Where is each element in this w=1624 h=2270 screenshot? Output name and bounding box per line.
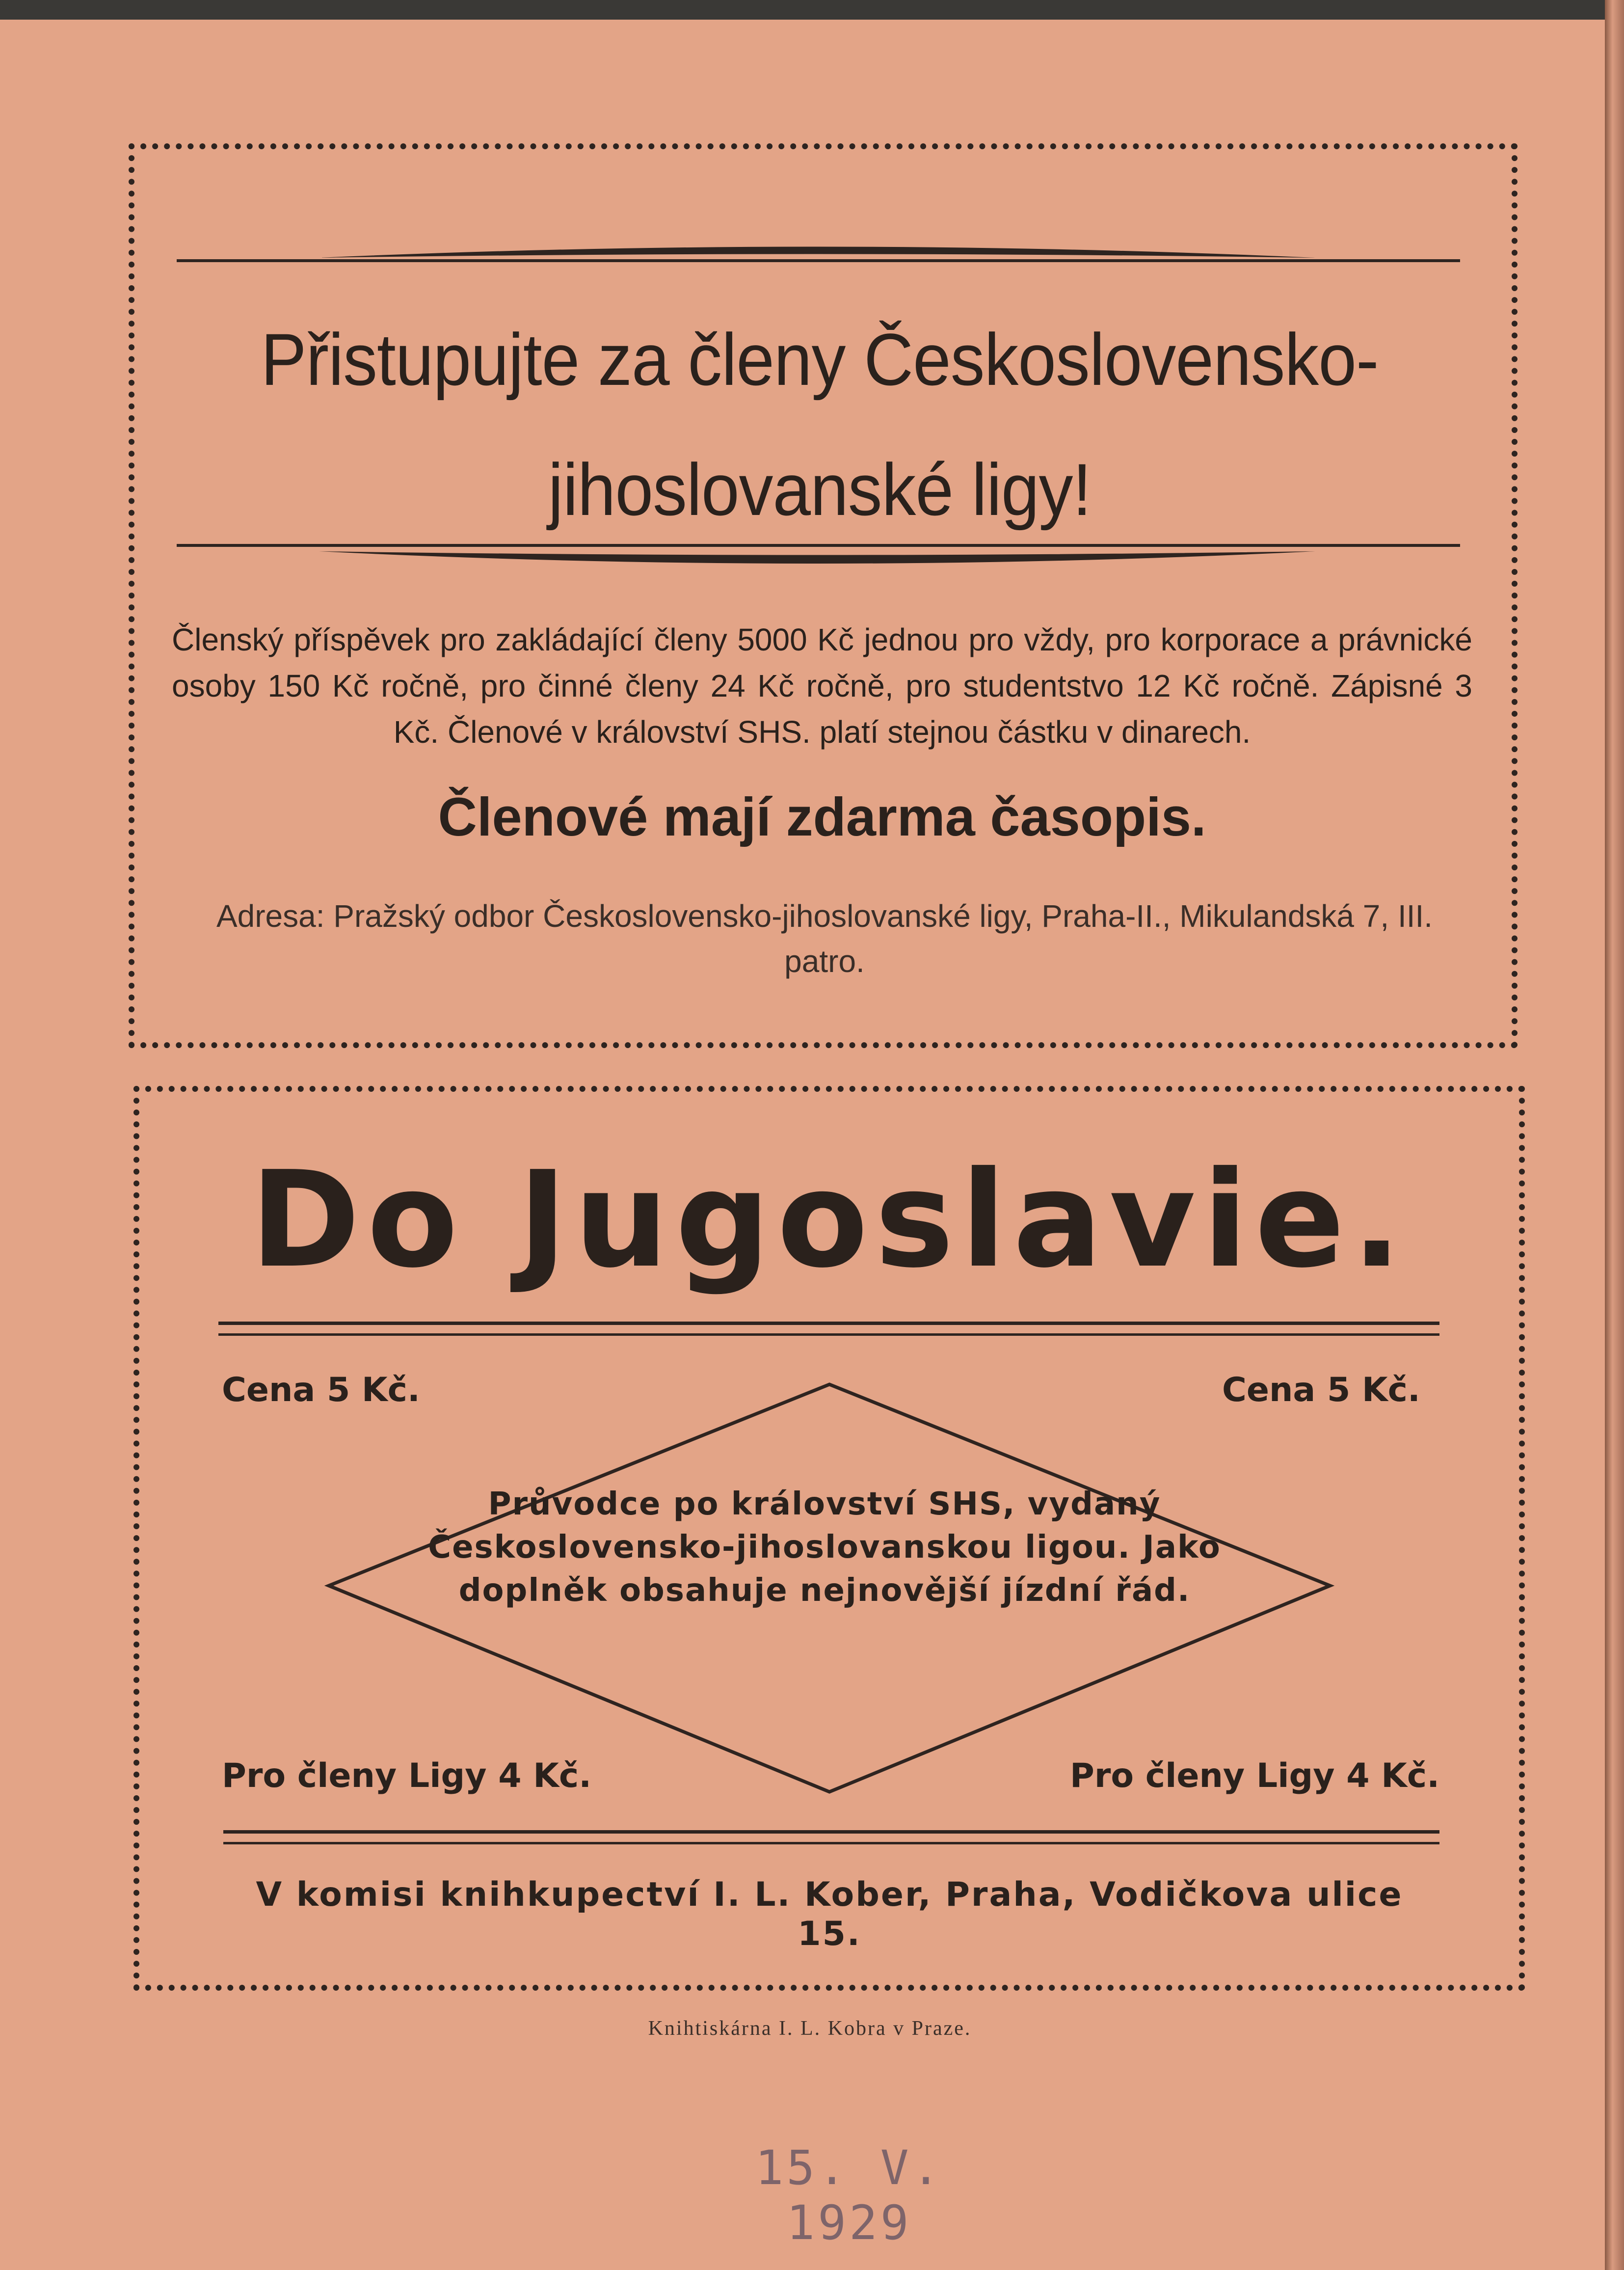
- middle-rule: [177, 544, 1460, 547]
- commission-rule-upper: [223, 1830, 1439, 1834]
- title-rule-upper: [218, 1322, 1439, 1325]
- guide-description: Průvodce po království SHS, vydaný Československo-jihoslovanskou ligou. Jako doplněk obsahuje nejnovější jízdní řád.: [428, 1486, 1221, 1609]
- membership-fees-text: Členský příspěvek pro zakládající členy 5000 Kč jednou pro vždy, pro korporace a právnické osoby 150 Kč ročně, pro činné členy 24 Kč ročně, pro studentstvo 12 Kč ročně. Zápisné 3 Kč. Členové v království SHS. platí stejnou částku v dinarech.: [172, 622, 1472, 750]
- title-rule-lower: [218, 1333, 1439, 1336]
- commission-line: V komisi knihkupectví I. L. Kober, Praha, Vodičkova ulice 15.: [256, 1875, 1403, 1953]
- date-stamp: 15. V. 1929: [755, 2140, 943, 2250]
- top-ornament: [319, 231, 1315, 260]
- book-title: Do Jugoslavie.: [250, 1142, 1409, 1297]
- member-price-right: Pro členy Ligy 4 Kč.: [1070, 1757, 1440, 1795]
- league-address: Adresa: Pražský odbor Československo-jihoslovanské ligy, Praha-II., Mikulandská 7, III. patro.: [216, 898, 1433, 979]
- membership-headline: Přistupujte za členy Československo-jihoslovanské ligy!: [261, 318, 1379, 531]
- price-left: Cena 5 Kč.: [222, 1371, 420, 1409]
- page-spine: [1605, 0, 1624, 2270]
- member-price-left: Pro členy Ligy 4 Kč.: [222, 1757, 592, 1795]
- bottom-ornament: [319, 549, 1315, 578]
- free-magazine-note: Členové mají zdarma časopis.: [438, 787, 1206, 847]
- price-right: Cena 5 Kč.: [1222, 1371, 1420, 1409]
- printer-imprint: Knihtiskárna I. L. Kobra v Praze.: [648, 2017, 972, 2040]
- commission-rule-lower: [223, 1842, 1439, 1844]
